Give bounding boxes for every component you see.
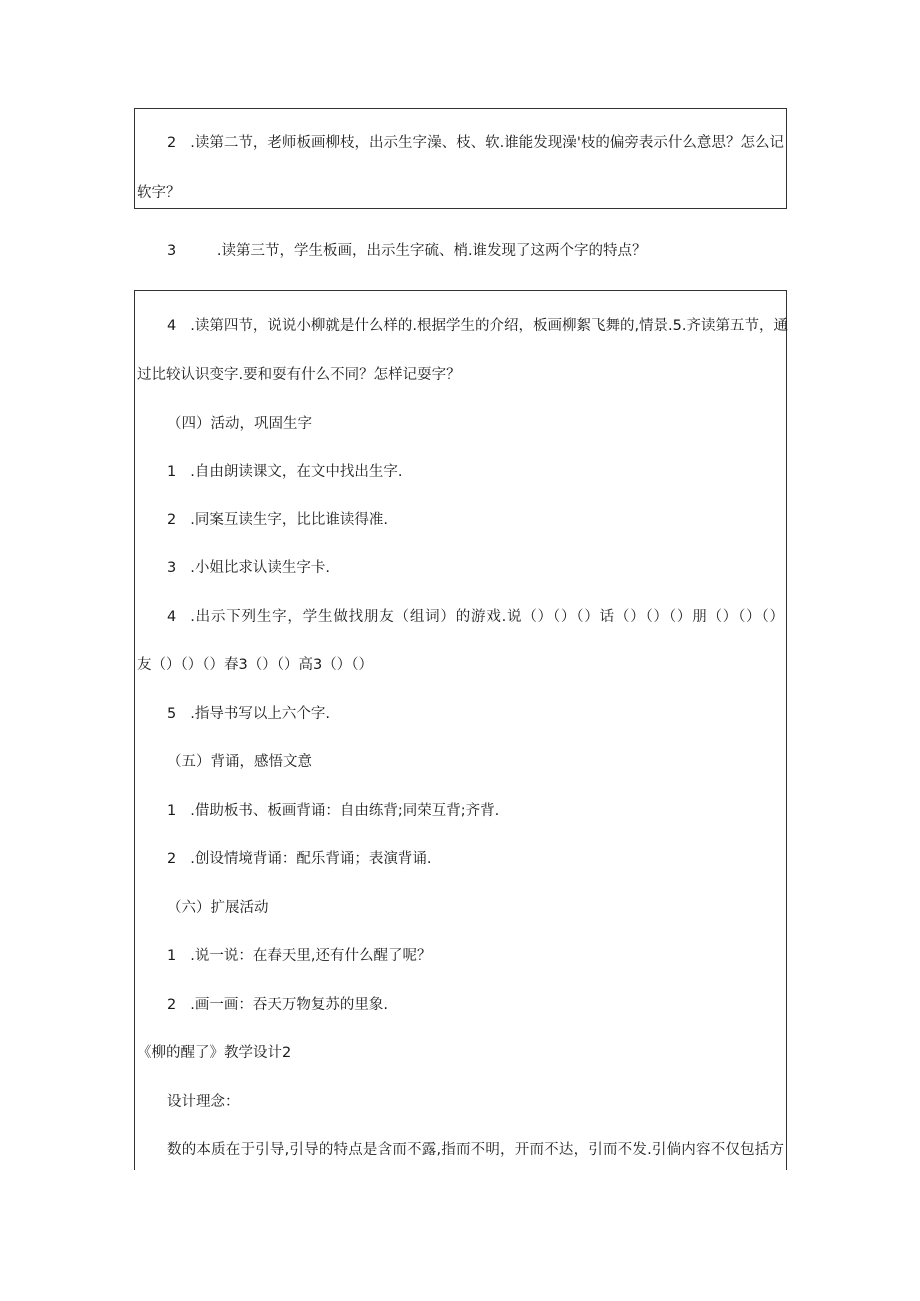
list-item: 1 .说一说：在春天里,还有什么醒了呢？ xyxy=(167,948,432,964)
paragraph-2-line xyxy=(167,133,784,153)
paragraph-4-continuation: 过比较认识变字.要和耍有什么不同？怎样记耍字？ xyxy=(137,367,461,383)
paragraph-text: .读第二节，老师板画柳枝，出示生字澡、枝、软.谁能发现澡'枝的偏旁表示什么意思？怎么记 xyxy=(190,135,784,151)
section-heading-5: （五）背诵，感悟文意 xyxy=(167,754,312,770)
section-heading-6: （六）扩展活动 xyxy=(167,900,269,916)
list-item: 3 .小姐比求认读生字卡. xyxy=(167,560,330,576)
section-heading-4: （四）活动，巩固生字 xyxy=(167,416,312,432)
item-number: 4 xyxy=(167,318,177,334)
paragraph-2-continuation: 软字？ xyxy=(137,185,181,201)
list-item: 2 .同案互读生字，比比谁读得准. xyxy=(167,512,388,528)
paragraph-4-line xyxy=(167,316,789,336)
list-item: 1 .自由朗读课文，在文中找出生字. xyxy=(167,464,403,480)
document-title: 《柳的醒了》教学设计2 xyxy=(137,1045,292,1061)
paragraph-text: .读第三节，学生板画，出示生字硫、梢.谁发现了这两个字的特点？ xyxy=(216,243,647,259)
list-item: 1 .借助板书、板画背诵：自由练背;同荣互背;齐背. xyxy=(167,803,500,819)
list-item: 5 .指导书写以上六个字. xyxy=(167,706,330,722)
paragraph-3-line xyxy=(167,241,647,261)
list-item: 2 .创设情境背诵：配乐背诵；表演背诵. xyxy=(167,851,432,867)
paragraph-text: .读第四节，说说小柳就是什么样的.根据学生的介绍，板画柳絮飞舞的,情景.5.齐读第五节，通 xyxy=(190,318,789,334)
design-concept-label: 设计理念： xyxy=(167,1094,240,1110)
table-cell-top xyxy=(134,108,787,209)
list-item: 4 .出示下列生字，学生做找朋友（组词）的游戏.说（）（）（）话（）（）（）朋（）（）（） xyxy=(167,609,784,625)
list-item: 2 .画一画：吞天万物复苏的里象. xyxy=(167,997,388,1013)
item-number: 3 xyxy=(167,243,177,259)
item-number: 2 xyxy=(167,135,177,151)
list-item-continuation: 友（）（）（）春3（）（）高3（）（） xyxy=(137,657,373,673)
design-concept-text: 数的本质在于引导,引导的特点是含而不露,指而不明，开而不达，引而不发.引倘内容不仅包括方 xyxy=(167,1142,784,1158)
